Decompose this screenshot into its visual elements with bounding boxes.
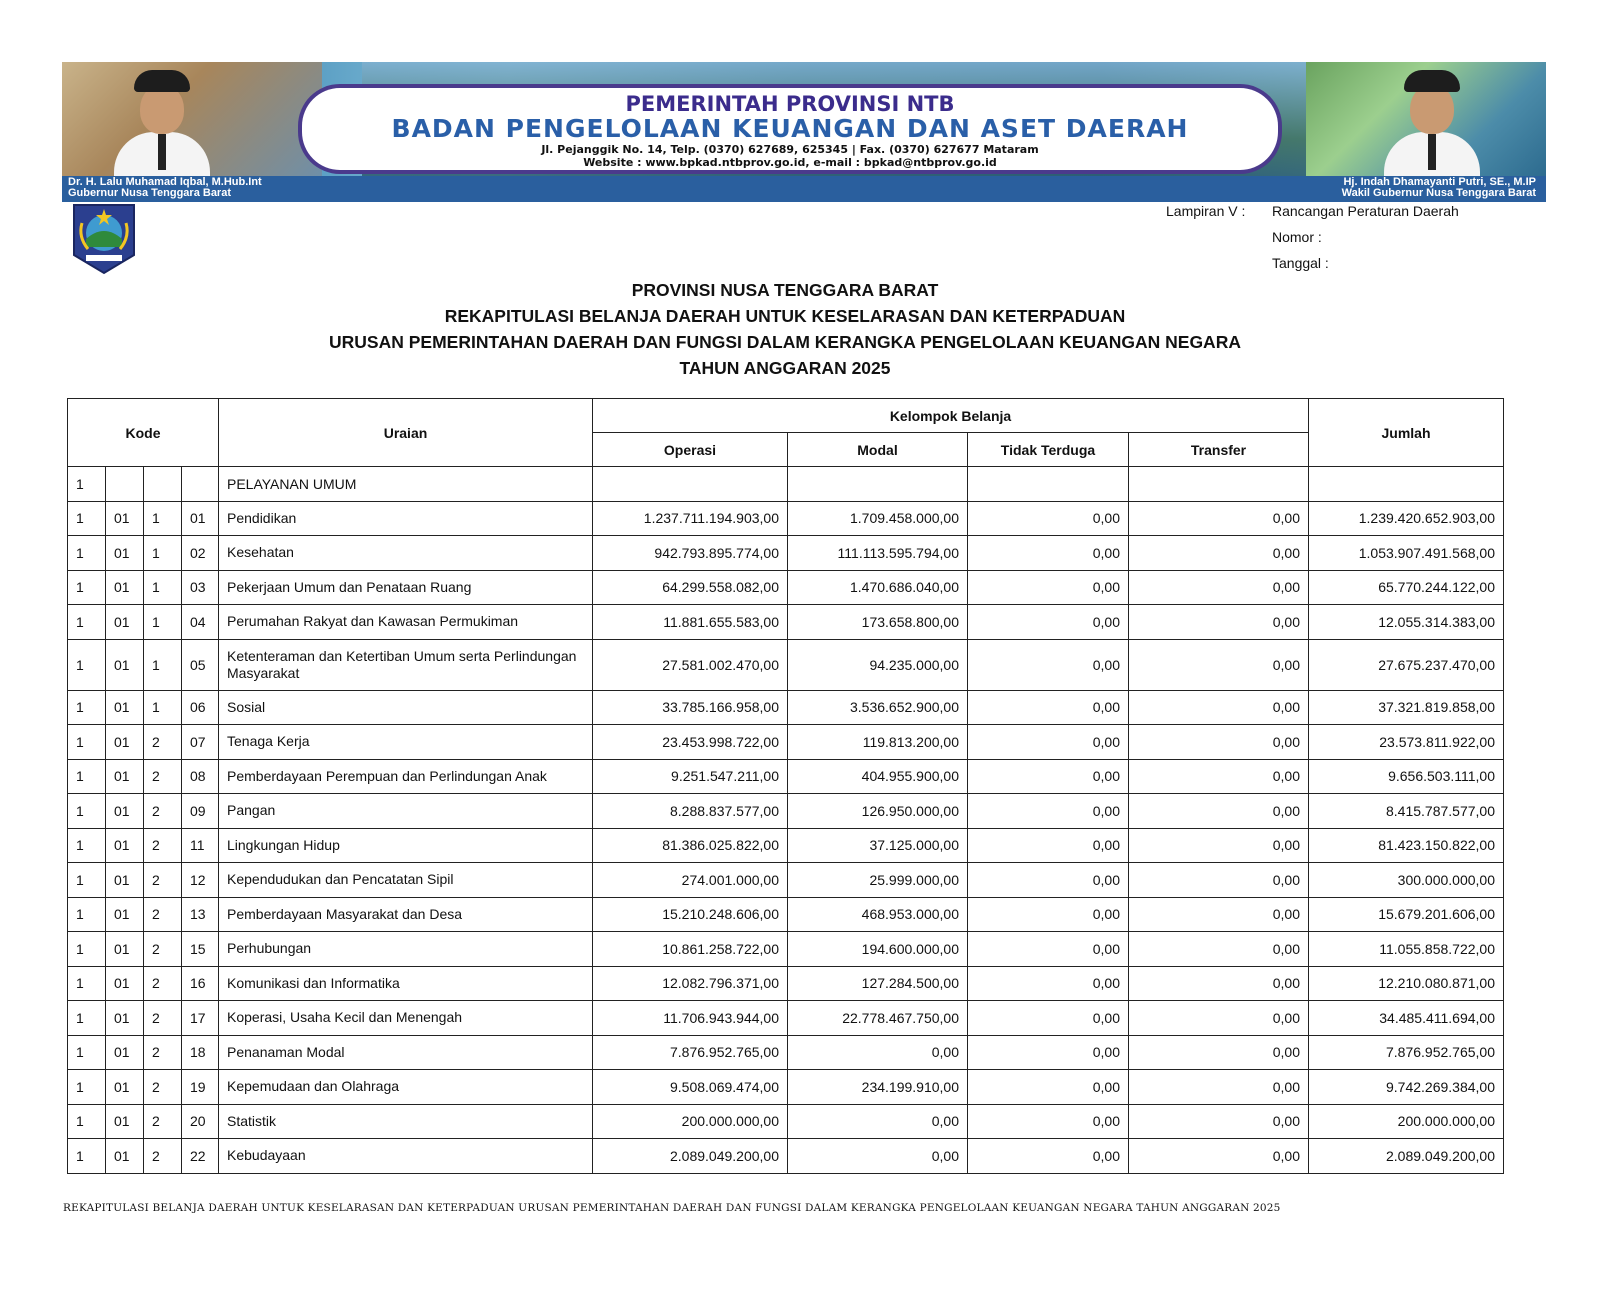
cell-tidak-terduga: 0,00: [968, 725, 1129, 760]
cell-kode-2: 01: [106, 1035, 144, 1070]
cell-tidak-terduga: 0,00: [968, 536, 1129, 571]
cell-transfer: 0,00: [1129, 759, 1309, 794]
cell-jumlah: 9.742.269.384,00: [1309, 1070, 1504, 1105]
cell-kode-1: 1: [68, 639, 106, 690]
cell-kode-2: 01: [106, 794, 144, 829]
cell-kode-4: 02: [182, 536, 219, 571]
cell-transfer: 0,00: [1129, 605, 1309, 640]
cell-modal: 0,00: [788, 1139, 968, 1174]
cell-uraian: Perumahan Rakyat dan Kawasan Permukiman: [219, 605, 593, 640]
cell-jumlah: 37.321.819.858,00: [1309, 690, 1504, 725]
cell-operasi: 10.861.258.722,00: [593, 932, 788, 967]
vice-governor-portrait: [1372, 62, 1492, 176]
cell-kode-1: 1: [68, 725, 106, 760]
cell-jumlah: 1.239.420.652.903,00: [1309, 501, 1504, 536]
cell-modal: 22.778.467.750,00: [788, 1001, 968, 1036]
cell-transfer: 0,00: [1129, 1035, 1309, 1070]
cell-uraian: Kebudayaan: [219, 1139, 593, 1174]
cell-tidak-terduga: 0,00: [968, 639, 1129, 690]
cell-kode-1: 1: [68, 932, 106, 967]
header-kode: Kode: [68, 399, 219, 467]
cell-jumlah: 11.055.858.722,00: [1309, 932, 1504, 967]
cell-uraian: Pemberdayaan Masyarakat dan Desa: [219, 897, 593, 932]
cell-kode-1: 1: [68, 897, 106, 932]
cell-operasi: 12.082.796.371,00: [593, 966, 788, 1001]
banner-address: Jl. Pejanggik No. 14, Telp. (0370) 627689, 625345 | Fax. (0370) 627677 Mataram: [541, 143, 1039, 156]
cell-kode-2: 01: [106, 828, 144, 863]
cell-kode-2: 01: [106, 966, 144, 1001]
cell-kode-3: 1: [144, 605, 182, 640]
table-row: [68, 897, 1504, 932]
cell-modal: 404.955.900,00: [788, 759, 968, 794]
header-operasi: Operasi: [593, 433, 788, 467]
table-row: [68, 1035, 1504, 1070]
cell-kode-3: 1: [144, 536, 182, 571]
cell-kode-3: 1: [144, 690, 182, 725]
cell-kode-3: 2: [144, 725, 182, 760]
cell-tidak-terduga: 0,00: [968, 1001, 1129, 1036]
cell-kode-1: 1: [68, 1139, 106, 1174]
cell-tidak-terduga: 0,00: [968, 932, 1129, 967]
cell-transfer: 0,00: [1129, 536, 1309, 571]
banner-line-2: BADAN PENGELOLAAN KEUANGAN DAN ASET DAERAH: [391, 114, 1189, 143]
cell-tidak-terduga: 0,00: [968, 570, 1129, 605]
cell-uraian: Ketenteraman dan Ketertiban Umum serta Perlindungan Masyarakat: [219, 639, 593, 690]
document-titles: [0, 277, 1570, 381]
cell-modal: 234.199.910,00: [788, 1070, 968, 1105]
table-row: [68, 966, 1504, 1001]
cell-kode-4: 07: [182, 725, 219, 760]
table-row: [68, 570, 1504, 605]
vice-governor-title: Wakil Gubernur Nusa Tenggara Barat: [1341, 187, 1536, 199]
cell-transfer: 0,00: [1129, 794, 1309, 829]
cell-kode-1: 1: [68, 467, 106, 502]
cell-uraian: Pemberdayaan Perempuan dan Perlindungan Anak: [219, 759, 593, 794]
cell-kode-1: 1: [68, 1035, 106, 1070]
cell-transfer: 0,00: [1129, 1001, 1309, 1036]
banner-bottom-band: [62, 176, 1546, 202]
cell-operasi: 7.876.952.765,00: [593, 1035, 788, 1070]
governor-caption: [68, 177, 262, 199]
cell-jumlah: 65.770.244.122,00: [1309, 570, 1504, 605]
cell-modal: 0,00: [788, 1035, 968, 1070]
cell-uraian: Statistik: [219, 1104, 593, 1139]
nomor-label: Nomor :: [1272, 229, 1322, 245]
cell-jumlah: 23.573.811.922,00: [1309, 725, 1504, 760]
cell-kode-4: 15: [182, 932, 219, 967]
cell-modal: 126.950.000,00: [788, 794, 968, 829]
cell-transfer: 0,00: [1129, 897, 1309, 932]
cell-uraian: Pangan: [219, 794, 593, 829]
cell-operasi: 23.453.998.722,00: [593, 725, 788, 760]
cell-kode-4: 03: [182, 570, 219, 605]
cell-kode-3: 2: [144, 1104, 182, 1139]
header-banner: [62, 62, 1546, 202]
governor-portrait: [102, 62, 222, 176]
cell-modal: 0,00: [788, 1104, 968, 1139]
cell-kode-1: 1: [68, 570, 106, 605]
budget-table: [67, 398, 1504, 1174]
cell-kode-3: 2: [144, 1139, 182, 1174]
cell-jumlah: 27.675.237.470,00: [1309, 639, 1504, 690]
cell-tidak-terduga: 0,00: [968, 1139, 1129, 1174]
table-row: [68, 1139, 1504, 1174]
cell-tidak-terduga: 0,00: [968, 828, 1129, 863]
cell-operasi: 274.001.000,00: [593, 863, 788, 898]
cell-transfer: 0,00: [1129, 690, 1309, 725]
cell-kode-4: 18: [182, 1035, 219, 1070]
vice-governor-caption: [1342, 177, 1536, 199]
governor-name: Dr. H. Lalu Muhamad Iqbal, M.Hub.Int: [68, 176, 262, 188]
cell-operasi: 2.089.049.200,00: [593, 1139, 788, 1174]
cell-kode-3: 1: [144, 639, 182, 690]
table-row: [68, 759, 1504, 794]
table-row: [68, 863, 1504, 898]
cell-jumlah: 34.485.411.694,00: [1309, 1001, 1504, 1036]
cell-kode-4: 04: [182, 605, 219, 640]
banner-title-box: [302, 88, 1278, 170]
table-row: [68, 501, 1504, 536]
cell-modal: 25.999.000,00: [788, 863, 968, 898]
cell-transfer: 0,00: [1129, 570, 1309, 605]
cell-kode-1: 1: [68, 605, 106, 640]
page-footer: REKAPITULASI BELANJA DAERAH UNTUK KESELARASAN DAN KETERPADUAN URUSAN PEMERINTAHAN DAERAH DAN FUNGSI DALAM KERANGKA PENGELOLAAN KEUANGAN NEGARA TAHUN ANGGARAN 2025: [63, 1202, 1281, 1214]
cell-kode-1: 1: [68, 1001, 106, 1036]
cell-kode-2: 01: [106, 570, 144, 605]
cell-operasi: 1.237.711.194.903,00: [593, 501, 788, 536]
table-row: [68, 639, 1504, 690]
cell-modal: 173.658.800,00: [788, 605, 968, 640]
table-row: [68, 690, 1504, 725]
table-row: [68, 605, 1504, 640]
header-modal: Modal: [788, 433, 968, 467]
banner-website: Website : www.bpkad.ntbprov.go.id, e-mail : bpkad@ntbprov.go.id: [583, 156, 997, 169]
cell-kode-3: 2: [144, 897, 182, 932]
vice-governor-name: Hj. Indah Dhamayanti Putri, SE., M.IP: [1343, 176, 1536, 188]
cell-kode-3: 1: [144, 501, 182, 536]
cell-kode-2: 01: [106, 1001, 144, 1036]
cell-operasi: 11.881.655.583,00: [593, 605, 788, 640]
cell-kode-3: 2: [144, 1070, 182, 1105]
title-rekap: REKAPITULASI BELANJA DAERAH UNTUK KESELARASAN DAN KETERPADUAN: [444, 306, 1126, 326]
table-row: [68, 1001, 1504, 1036]
cell-operasi: 9.508.069.474,00: [593, 1070, 788, 1105]
cell-tidak-terduga: 0,00: [968, 1035, 1129, 1070]
cell-kode-4: 05: [182, 639, 219, 690]
cell-modal: 127.284.500,00: [788, 966, 968, 1001]
cell-tidak-terduga: 0,00: [968, 690, 1129, 725]
cell-kode-1: 1: [68, 966, 106, 1001]
cell-uraian: Komunikasi dan Informatika: [219, 966, 593, 1001]
cell-modal: 3.536.652.900,00: [788, 690, 968, 725]
cell-transfer: 0,00: [1129, 828, 1309, 863]
cell-kode-2: 01: [106, 690, 144, 725]
header-tidak-terduga: Tidak Terduga: [968, 433, 1129, 467]
cell-operasi: 15.210.248.606,00: [593, 897, 788, 932]
attachment-info: [1166, 203, 1459, 281]
cell-jumlah: 12.210.080.871,00: [1309, 966, 1504, 1001]
header-jumlah: Jumlah: [1309, 399, 1504, 467]
cell-jumlah: 8.415.787.577,00: [1309, 794, 1504, 829]
cell-kode-1: 1: [68, 690, 106, 725]
cell-tidak-terduga: 0,00: [968, 794, 1129, 829]
cell-tidak-terduga: 0,00: [968, 605, 1129, 640]
table-row: [68, 725, 1504, 760]
cell-jumlah: 15.679.201.606,00: [1309, 897, 1504, 932]
cell-transfer: 0,00: [1129, 1070, 1309, 1105]
cell-kode-2: 01: [106, 605, 144, 640]
cell-kode-1: 1: [68, 1104, 106, 1139]
cell-jumlah: 1.053.907.491.568,00: [1309, 536, 1504, 571]
table-row: [68, 1104, 1504, 1139]
cell-jumlah: 81.423.150.822,00: [1309, 828, 1504, 863]
cell-kode-2: 01: [106, 1104, 144, 1139]
header-kelompok-belanja: Kelompok Belanja: [593, 399, 1309, 433]
cell-jumlah: 300.000.000,00: [1309, 863, 1504, 898]
cell-kode-4: 20: [182, 1104, 219, 1139]
cell-tidak-terduga: 0,00: [968, 759, 1129, 794]
cell-transfer: 0,00: [1129, 639, 1309, 690]
cell-operasi: 33.785.166.958,00: [593, 690, 788, 725]
cell-kode-4: 12: [182, 863, 219, 898]
cell-operasi: 200.000.000,00: [593, 1104, 788, 1139]
cell-operasi: 64.299.558.082,00: [593, 570, 788, 605]
cell-kode-4: 17: [182, 1001, 219, 1036]
cell-kode-4: 01: [182, 501, 219, 536]
cell-kode-4: 09: [182, 794, 219, 829]
cell-uraian: Tenaga Kerja: [219, 725, 593, 760]
cell-kode-3: 2: [144, 1035, 182, 1070]
cell-modal: 1.709.458.000,00: [788, 501, 968, 536]
cell-kode-3: 2: [144, 966, 182, 1001]
lampiran-value: Rancangan Peraturan Daerah: [1272, 203, 1459, 219]
cell-transfer: 0,00: [1129, 863, 1309, 898]
cell-kode-2: 01: [106, 863, 144, 898]
cell-kode-2: 01: [106, 1139, 144, 1174]
cell-transfer: 0,00: [1129, 1104, 1309, 1139]
table-row: [68, 828, 1504, 863]
cell-kode-4: 06: [182, 690, 219, 725]
cell-operasi: 9.251.547.211,00: [593, 759, 788, 794]
table-row: [68, 536, 1504, 571]
cell-tidak-terduga: 0,00: [968, 501, 1129, 536]
governor-title: Gubernur Nusa Tenggara Barat: [68, 187, 231, 199]
cell-modal: 37.125.000,00: [788, 828, 968, 863]
cell-kode-4: 16: [182, 966, 219, 1001]
cell-modal: 111.113.595.794,00: [788, 536, 968, 571]
cell-jumlah: 2.089.049.200,00: [1309, 1139, 1504, 1174]
cell-kode-1: 1: [68, 1070, 106, 1105]
cell-kode-4: 08: [182, 759, 219, 794]
cell-operasi: 11.706.943.944,00: [593, 1001, 788, 1036]
cell-kode-3: 2: [144, 863, 182, 898]
table-row: [68, 794, 1504, 829]
cell-kode-1: 1: [68, 759, 106, 794]
cell-kode-4: 13: [182, 897, 219, 932]
cell-tidak-terduga: 0,00: [968, 863, 1129, 898]
cell-kode-1: 1: [68, 501, 106, 536]
header-uraian: Uraian: [219, 399, 593, 467]
table-row: [68, 932, 1504, 967]
cell-modal: 468.953.000,00: [788, 897, 968, 932]
cell-tidak-terduga: 0,00: [968, 1104, 1129, 1139]
cell-jumlah: 12.055.314.383,00: [1309, 605, 1504, 640]
cell-operasi: 942.793.895.774,00: [593, 536, 788, 571]
banner-line-1: PEMERINTAH PROVINSI NTB: [625, 92, 955, 116]
cell-kode-2: 01: [106, 1070, 144, 1105]
cell-uraian: Pendidikan: [219, 501, 593, 536]
cell-transfer: 0,00: [1129, 725, 1309, 760]
cell-operasi: 8.288.837.577,00: [593, 794, 788, 829]
cell-operasi: 81.386.025.822,00: [593, 828, 788, 863]
cell-kode-2: 01: [106, 639, 144, 690]
lampiran-label: Lampiran V :: [1166, 203, 1246, 219]
cell-uraian: Koperasi, Usaha Kecil dan Menengah: [219, 1001, 593, 1036]
cell-jumlah: 200.000.000,00: [1309, 1104, 1504, 1139]
cell-uraian: Penanaman Modal: [219, 1035, 593, 1070]
cell-tidak-terduga: 0,00: [968, 1070, 1129, 1105]
cell-kode-1: 1: [68, 536, 106, 571]
cell-kode-2: 01: [106, 897, 144, 932]
cell-transfer: 0,00: [1129, 501, 1309, 536]
cell-kode-2: 01: [106, 759, 144, 794]
cell-kode-3: 2: [144, 794, 182, 829]
cell-transfer: 0,00: [1129, 1139, 1309, 1174]
cell-jumlah: 9.656.503.111,00: [1309, 759, 1504, 794]
cell-modal: 194.600.000,00: [788, 932, 968, 967]
cell-kode-1: 1: [68, 794, 106, 829]
cell-transfer: 0,00: [1129, 932, 1309, 967]
cell-kode-2: 01: [106, 932, 144, 967]
cell-kode-4: 11: [182, 828, 219, 863]
cell-uraian: Perhubungan: [219, 932, 593, 967]
cell-kode-3: 2: [144, 759, 182, 794]
cell-operasi: 27.581.002.470,00: [593, 639, 788, 690]
title-province: PROVINSI NUSA TENGGARA BARAT: [631, 280, 939, 300]
cell-kode-2: 01: [106, 725, 144, 760]
cell-uraian: PELAYANAN UMUM: [219, 467, 593, 502]
cell-kode-3: 2: [144, 932, 182, 967]
cell-tidak-terduga: 0,00: [968, 966, 1129, 1001]
header-transfer: Transfer: [1129, 433, 1309, 467]
title-year: TAHUN ANGGARAN 2025: [679, 358, 891, 378]
cell-uraian: Kesehatan: [219, 536, 593, 571]
table-group-row: [68, 467, 1504, 502]
cell-kode-2: 01: [106, 536, 144, 571]
cell-kode-4: 19: [182, 1070, 219, 1105]
cell-kode-1: 1: [68, 863, 106, 898]
title-urusan: URUSAN PEMERINTAHAN DAERAH DAN FUNGSI DALAM KERANGKA PENGELOLAAN KEUANGAN NEGARA: [329, 332, 1241, 352]
cell-modal: 119.813.200,00: [788, 725, 968, 760]
cell-kode-1: 1: [68, 828, 106, 863]
cell-uraian: Lingkungan Hidup: [219, 828, 593, 863]
cell-uraian: Kepemudaan dan Olahraga: [219, 1070, 593, 1105]
province-emblem-icon: [72, 203, 136, 275]
cell-kode-4: 22: [182, 1139, 219, 1174]
tanggal-label: Tanggal :: [1272, 255, 1329, 271]
cell-uraian: Kependudukan dan Pencatatan Sipil: [219, 863, 593, 898]
table-row: [68, 1070, 1504, 1105]
cell-transfer: 0,00: [1129, 966, 1309, 1001]
cell-modal: 1.470.686.040,00: [788, 570, 968, 605]
cell-jumlah: 7.876.952.765,00: [1309, 1035, 1504, 1070]
cell-kode-2: 01: [106, 501, 144, 536]
cell-uraian: Pekerjaan Umum dan Penataan Ruang: [219, 570, 593, 605]
cell-modal: 94.235.000,00: [788, 639, 968, 690]
cell-kode-3: 2: [144, 828, 182, 863]
cell-kode-3: 1: [144, 570, 182, 605]
cell-kode-3: 2: [144, 1001, 182, 1036]
cell-uraian: Sosial: [219, 690, 593, 725]
cell-tidak-terduga: 0,00: [968, 897, 1129, 932]
